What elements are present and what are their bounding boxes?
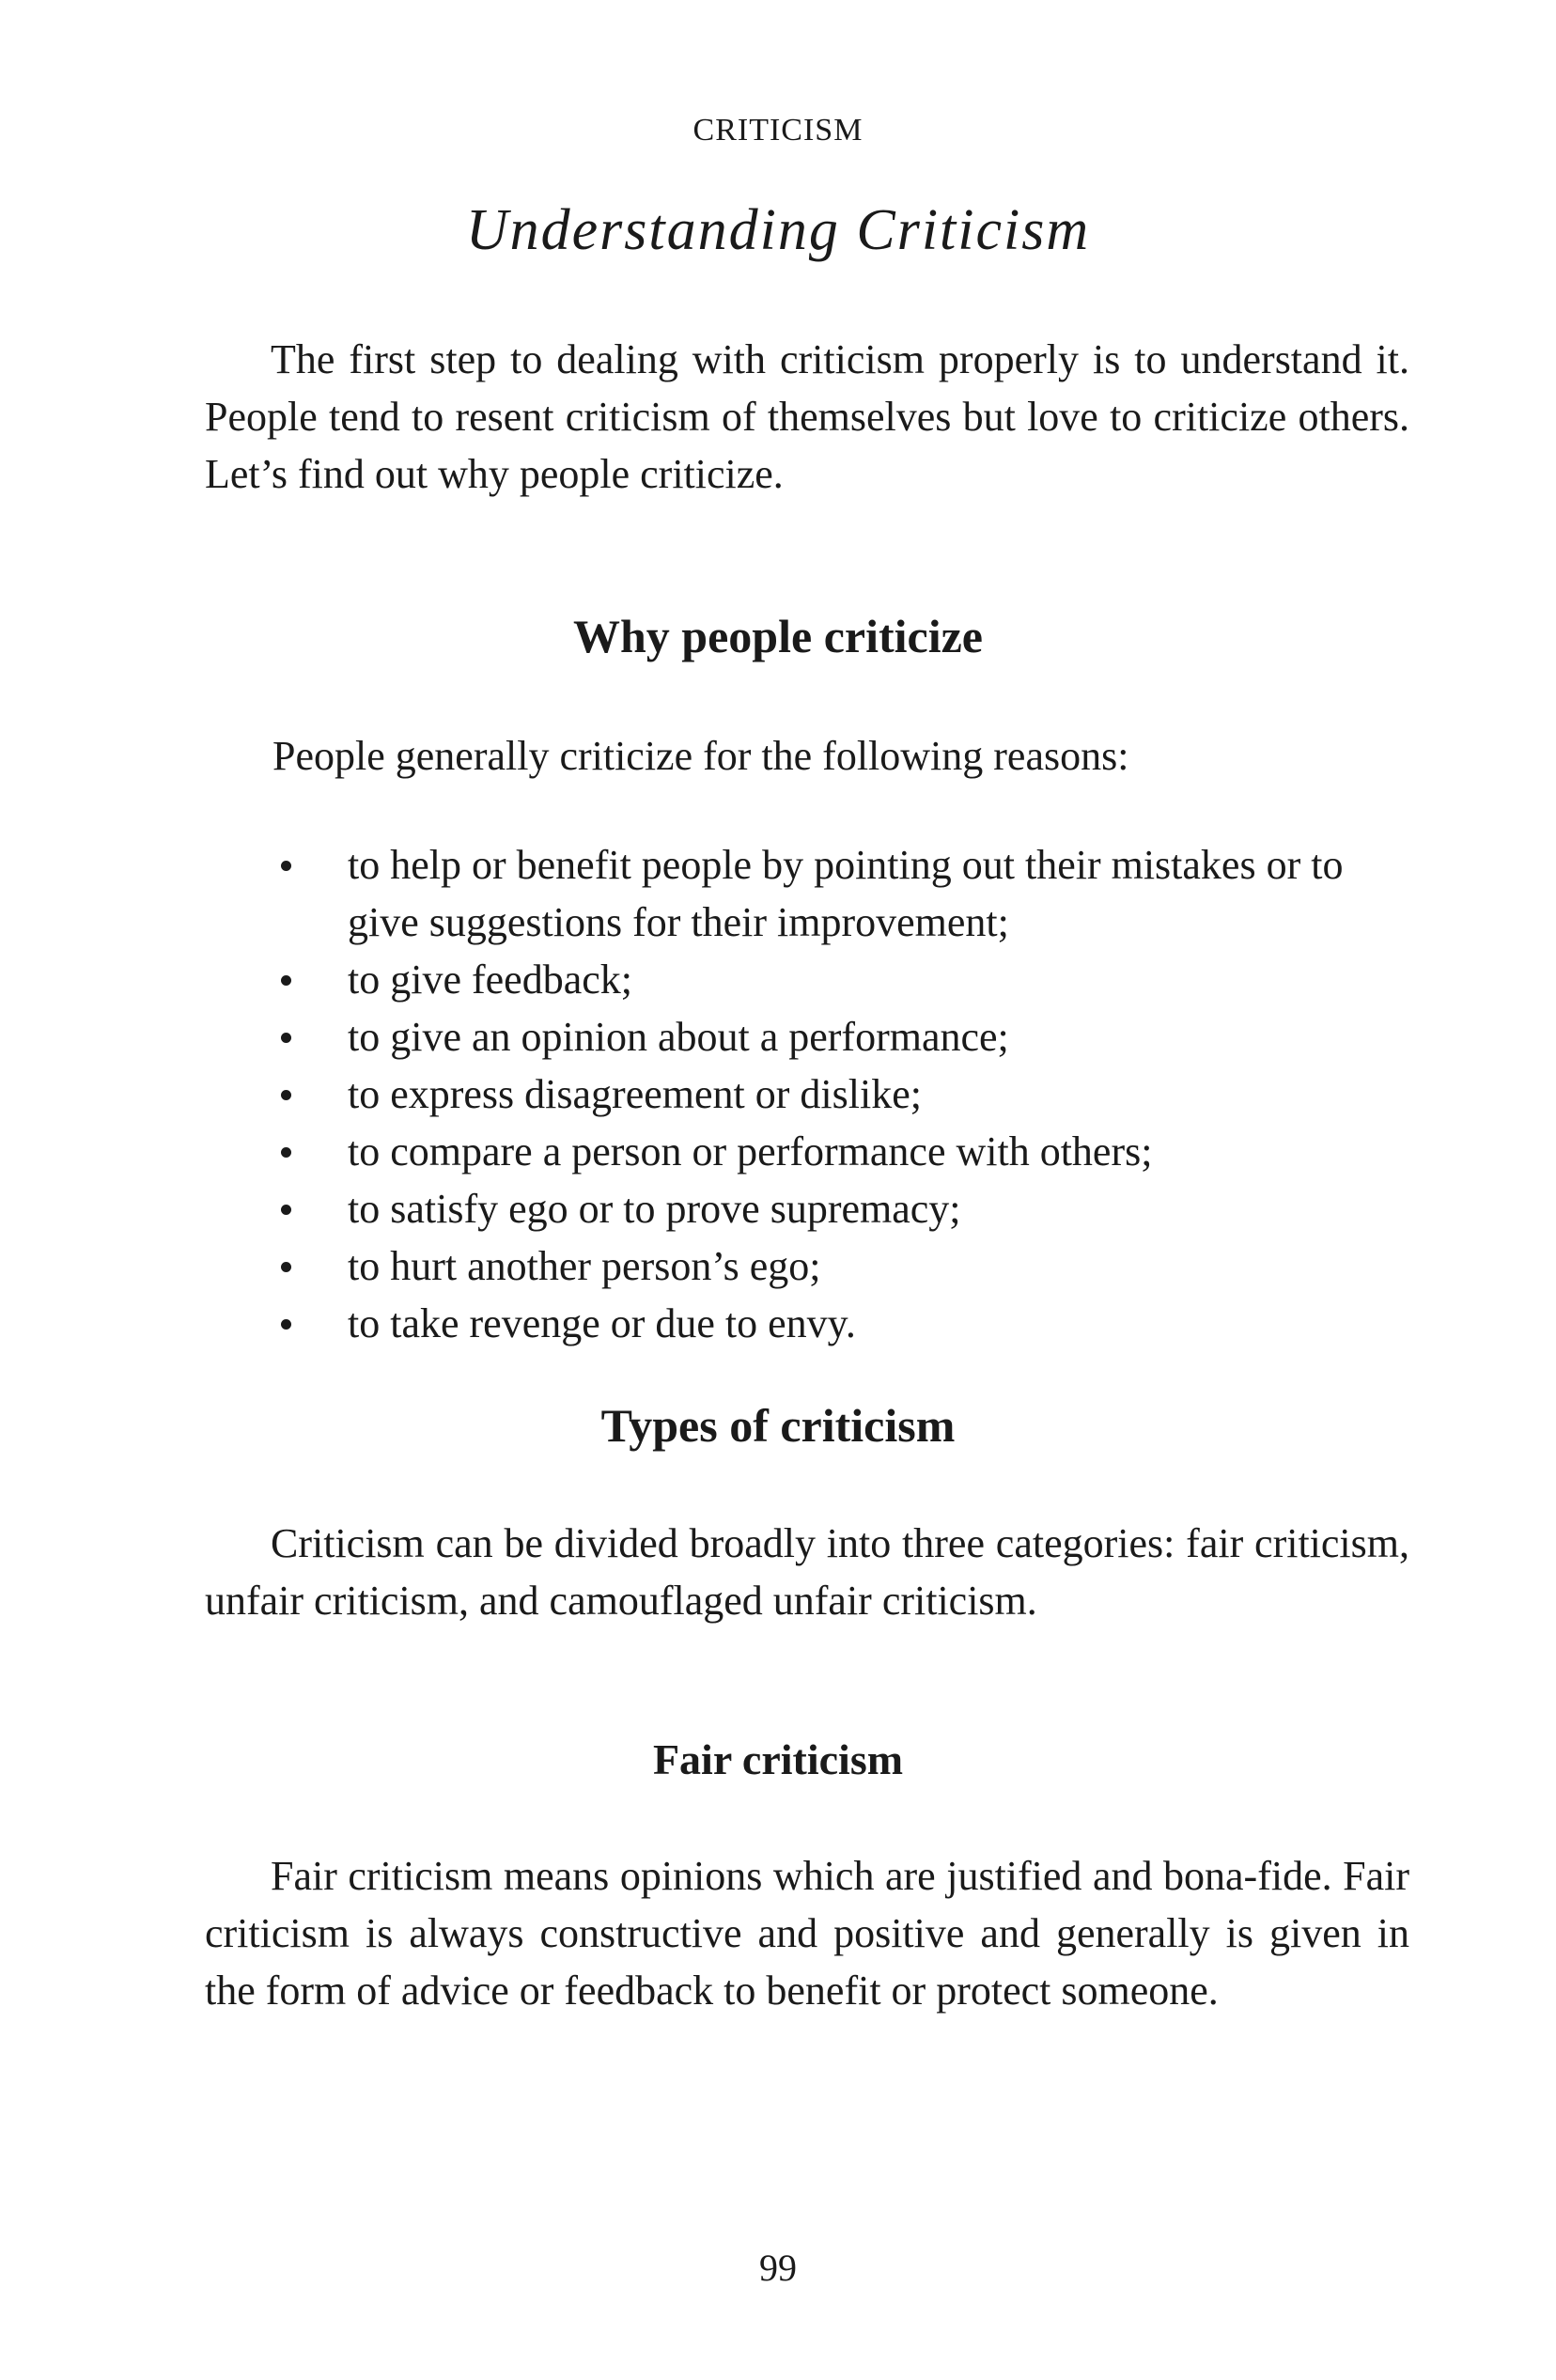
chapter-title: Understanding Criticism bbox=[465, 198, 1091, 262]
list-item bbox=[277, 1008, 1414, 1066]
list-item bbox=[277, 1237, 1414, 1295]
bullet-icon bbox=[281, 975, 291, 986]
reason-text: to hurt another person’s ego; bbox=[348, 1243, 821, 1289]
why-people-criticize-heading: Why people criticize bbox=[573, 610, 983, 662]
bullet-icon bbox=[281, 1319, 291, 1330]
reasons-list bbox=[277, 836, 1414, 1352]
list-item bbox=[277, 951, 1414, 1008]
bullet-icon bbox=[281, 861, 291, 871]
list-item bbox=[277, 1123, 1414, 1180]
list-item bbox=[277, 1066, 1414, 1123]
bullet-icon bbox=[281, 1205, 291, 1215]
reason-text: to satisfy ego or to prove supremacy; bbox=[348, 1186, 961, 1232]
fair-criticism-paragraph: Fair criticism means opinions which are justified and bona-fide. Fair criticism is always constructive and positive and generally is given in the form of advice or feedback to benefit or protect someone. bbox=[205, 1853, 1409, 2014]
reason-text: to give feedback; bbox=[348, 957, 632, 1003]
reason-text: to compare a person or performance with others; bbox=[348, 1128, 1153, 1174]
bullet-icon bbox=[281, 1033, 291, 1043]
types-paragraph: Criticism can be divided broadly into three categories: fair criticism, unfair criticism, and camouflaged unfair criticism. bbox=[205, 1520, 1409, 1624]
reason-text: to help or benefit people by pointing out their mistakes or to give suggestions for their improvement; bbox=[348, 842, 1344, 945]
reason-text: to take revenge or due to envy. bbox=[348, 1300, 856, 1346]
running-head: CRITICISM bbox=[692, 113, 864, 148]
bullet-icon bbox=[281, 1262, 291, 1272]
reasons-intro-text: People generally criticize for the following reasons: bbox=[272, 733, 1129, 779]
bullet-icon bbox=[281, 1147, 291, 1158]
types-of-criticism-heading: Types of criticism bbox=[600, 1399, 956, 1452]
intro-paragraph: The first step to dealing with criticism properly is to understand it. People tend to resent criticism of themselves but love to criticize others. Let’s find out why people criticize. bbox=[205, 336, 1409, 497]
page-number: 99 bbox=[759, 2247, 797, 2289]
list-item bbox=[277, 1180, 1414, 1237]
fair-criticism-heading: Fair criticism bbox=[652, 1735, 904, 1783]
reason-text: to give an opinion about a performance; bbox=[348, 1014, 1009, 1060]
reason-text: to express disagreement or dislike; bbox=[348, 1071, 922, 1117]
list-item bbox=[277, 1295, 1414, 1352]
list-item bbox=[277, 836, 1414, 951]
bullet-icon bbox=[281, 1090, 291, 1100]
